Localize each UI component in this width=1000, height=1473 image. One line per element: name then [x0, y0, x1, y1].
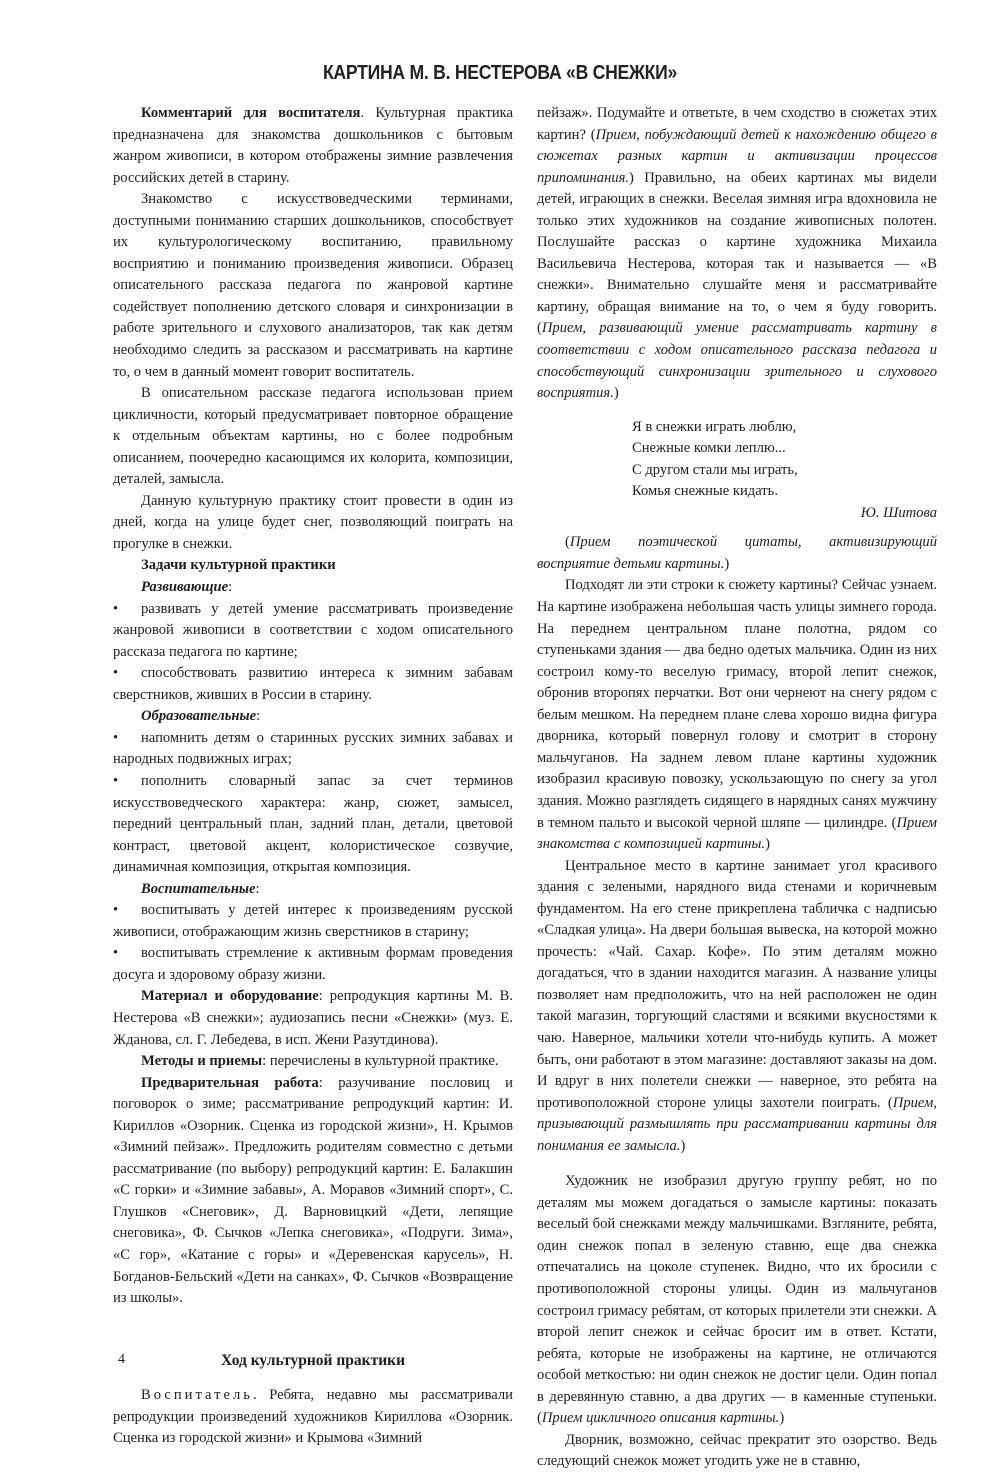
text-run: Данную культурную практику стоит провести в один из дней, когда на улице будет снег, позволяющий поиграть на прогулке в снежки.	[113, 492, 513, 552]
poem-line: Я в снежки играть люблю,	[632, 418, 797, 435]
paragraph	[113, 1051, 513, 1073]
paragraph	[113, 706, 513, 728]
paragraph	[113, 491, 513, 556]
text-run: :	[255, 880, 260, 897]
emphasis: Предварительная работа	[141, 1074, 319, 1091]
paragraph	[113, 383, 513, 491]
text-run: )	[779, 1410, 785, 1427]
emphasis: Воспитатель	[141, 1387, 253, 1404]
emphasis: Методы и приемы	[141, 1053, 263, 1070]
bullet-item	[113, 771, 513, 879]
paragraph	[113, 103, 513, 189]
emphasis: Воспитательные	[141, 880, 256, 897]
paragraph	[113, 986, 513, 1051]
text-run: развивать у детей умение рассматривать произведение жанровой живописи в соответствии с ходом описательного рассказа педагога по картине;	[113, 600, 513, 660]
text-run: пейзаж». Подумайте и ответьте, в чем сходство в сюжетах этих картин? (	[537, 105, 937, 143]
poem-author: Ю. Шитова	[860, 504, 937, 521]
paragraph	[537, 103, 937, 405]
poem-quote	[632, 417, 937, 525]
text-run: )	[680, 1137, 686, 1154]
text-run: . Ребята, недавно мы рассматривали репродукции произведений художников Кириллова «Озорник. Сценка из городской жизни» и Крымова «Зимний	[113, 1387, 513, 1447]
paragraph	[113, 189, 513, 383]
emphasis: Комментарий для воспитателя	[141, 105, 361, 121]
text-run: воспитывать у детей интерес к произведениям русской живописи, отображающим жизнь сверстников в старину;	[113, 902, 513, 940]
text-run: )	[765, 836, 770, 853]
paragraph	[113, 1073, 513, 1310]
text-run: : репродукция картины М. В. Нестерова «В снежки»; аудиозапись песни «Снежки» (муз. Е. Жданова, сл. Г. Лебедева, в исп. Жени Разутдинова).	[113, 988, 513, 1048]
text-run: : перечислены в культурной практике.	[262, 1053, 499, 1070]
paragraph	[537, 856, 937, 1158]
text-run: Дворник, возможно, сейчас прекратит это озорство. Ведь следующий снежок может угодить уже не в ставню,	[537, 1431, 937, 1470]
poem-line: Комья снежные кидать.	[632, 483, 778, 500]
text-run: ) Правильно, на обеих картинах мы видели детей, играющих в снежки. Веселая зимняя игра вдохновила не только этих художников на создание живописных полотен. Послушайте рассказ о картине художника Михаила Васильевича Нестерова, которая так и называется — «В снежки». Внимательно слушайте меня и рассматривайте картину, обращая внимание на то, о чем я буду говорить. (	[537, 169, 937, 337]
text-run: :	[256, 708, 261, 725]
bullet-item	[113, 728, 513, 771]
method-note: Прием поэтической цитаты, активизирующий восприятие детьми картины.	[537, 534, 937, 572]
emphasis: Развивающие	[141, 579, 229, 596]
text-run: :	[228, 579, 233, 596]
text-run: Подходят ли эти строки к сюжету картины? Сейчас узнаем. На картине изображена небольшая часть улицы зимнего города. На переднем центральном плане полотна, рядом со ступеньками здания — два бедно одетых мальчика. Один из них состроил кому-то веселую гримасу, второй лепит снежок, обронив второпях перчатки. Вот они чернеют на снегу рядом с белым мешком. На переднем плане слева хорошо видна фигура дворника, который повернул голову и смотрит в сторону мальчуганов. На заднем левом плане картины художник изобразил красивую повозку, ускользающую по снегу за угол здания. Можно разглядеть сидящего в нарядных санях мужчину в темном пальто и высокой черной шляпе — цилиндре. (	[537, 577, 937, 831]
paragraph	[113, 1385, 513, 1450]
text-run: )	[724, 555, 730, 572]
bullet-item	[113, 599, 513, 664]
text-run: (	[565, 534, 570, 551]
bullet-item	[113, 943, 513, 986]
right-column	[537, 103, 937, 1473]
paragraph	[113, 577, 513, 599]
text-run: )	[613, 385, 619, 402]
text-run: напомнить детям о старинных русских зимних забавах и народных подвижных играх;	[113, 729, 513, 768]
text-run: Художник не изобразил другую группу ребят, но по деталям мы можем догадаться о замысле картины: показать веселый бой снежками между мальчишками. Взгляните, ребята, один снежок попал в зеленую ставню, еще два снежка отпечатались на цоколе ступенек. Видно, что их бросили с противоположной стороны улицы. Один из мальчуганов состроил гримасу ребятам, от которых прилетели эти снежки. А второй лепит снежок и сейчас бросит им в ответ. Кстати, ребята, которые не изображены на картине, не отличаются особой меткостью: ни один снежок не достиг цели. Один попал в деревянную ставню, а два других — в каменные ступеньки. (	[537, 1173, 937, 1427]
emphasis: Задачи культурной практики	[141, 557, 336, 574]
method-note: Прием, призывающий размышлять при рассматривании картины для понимания ее замысла.	[537, 1094, 937, 1154]
poem-line: Снежные комки леплю...	[632, 440, 786, 457]
bullet-item	[113, 663, 513, 706]
text-run: пополнить словарный запас за счет терминов искусствоведческого характера: жанр, сюжет, замысел, передний центральный план, задний план, детали, цветовой контраст, цветовой акцент, колористическое созвучие, динамичная композиция, открытая композиция.	[113, 772, 513, 876]
paragraph	[537, 1171, 937, 1430]
paragraph	[113, 879, 513, 901]
text-run: Знакомство с искусствоведческими терминами, доступными пониманию старших дошкольников, способствует их культурологическому воспитанию, правильному восприятию и пониманию произведения живописи. Образец описательного рассказа педагога по жанровой картине содействует пополнению детского словаря и синхронизации в работе зрительного и слухового анализаторов, так как детям необходимо следить за рассказом и рассматривать на картине то, о чем в данный момент говорит воспитатель.	[113, 191, 513, 380]
text-run: воспитывать стремление к активным формам проведения досуга и здоровому образу жизни.	[113, 945, 513, 983]
bullet-item	[113, 900, 513, 943]
text-run: В описательном рассказе педагога использован прием цикличности, который предусматривает повторное обращение к отдельным объектам картины, но с более подробным описанием, поочередно касающимся их колорита, композиции, деталей, замысла.	[113, 385, 513, 488]
text-run: : разучивание пословиц и поговорок о зиме; рассматривание репродукций картин: И. Кириллов «Озорник. Сценка из городской жизни», Н. Крымов «Зимний пейзаж». Предложить родителям совместно с детьми рассматривание (по выбору) репродукций картин: Е. Балакшин «С горки» и «Зимние забавы», А. Моравов «Зимний спорт», С. Глушков «Снеговик», Д. Варновицкий «Дети, лепящие снеговика», Ф. Сычков «Лепка снеговика», «Подруги. Зима», «С гор», «Катание с горы» и «Деревенская карусель», Н. Богданов-Бельский «Дети на санках», Ф. Сычков «Возвращение из школы».	[113, 1074, 513, 1307]
text-run: . Культурная практика предназначена для знакомства дошкольников с бытовым жанром живописи, в котором отображены зимние развлечения российских детей в старину.	[113, 105, 513, 186]
text-run: способствовать развитию интереса к зимним забавам сверстников, живших в России в старину.	[113, 665, 513, 703]
poem-line: С другом стали мы играть,	[632, 461, 798, 478]
text-run: Центральное место в картине занимает угол красивого здания с зелеными, нарядного вида стенами и коричневым фундаментом. На его стене прикреплена табличка с надписью «Сладкая улица». На двери большая вывеска, на которой можно прочесть: «Чай. Сахар. Кофе». По этим деталям можно догадаться, что в здании находится магазин. А название улицы позволяет нам предположить, что на ней расположен не один такой магазин, торгующий сластями и всякими вкусностями к чаю. Наверное, мальчики хотели что-нибудь купить. А может быть, они работают в этом магазине: доставляют заказы на дом. И вдруг в них полетели снежки — наверное, это ребята на противоположной стороне улицы захотели поиграть. (	[537, 857, 937, 1111]
text-run: Ход культурной практики	[220, 1351, 406, 1369]
section-heading	[113, 1350, 513, 1372]
left-column	[113, 103, 513, 1450]
emphasis: Образовательные	[141, 708, 257, 725]
paragraph	[537, 575, 937, 855]
paragraph	[537, 532, 937, 575]
method-note: Прием цикличного описания картины.	[541, 1410, 780, 1427]
paragraph	[537, 1430, 937, 1473]
method-note: Прием, развивающий умение рассматривать картину в соответствии с ходом описательного рассказа педагога и способствующий синхронизации зрительного и слухового восприятия.	[537, 320, 937, 402]
paragraph	[113, 555, 513, 577]
page-number: 4	[118, 1352, 125, 1367]
page-title: КАРТИНА М. В. НЕСТЕРОВА «В СНЕЖКИ»	[322, 62, 678, 84]
method-note: Прием, побуждающий детей к нахождению общего в сюжетах разных картин и активизации процессов припоминания.	[537, 126, 937, 186]
method-note: Прием знакомства с композицией картины.	[537, 814, 937, 853]
emphasis: Материал и оборудование	[141, 988, 319, 1005]
